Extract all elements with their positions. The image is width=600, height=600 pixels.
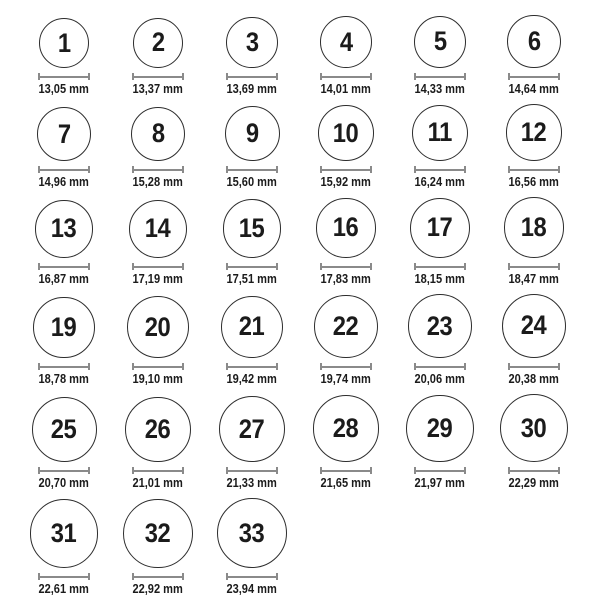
diameter-label: 14,64 mm xyxy=(508,81,560,97)
diameter-label: 19,10 mm xyxy=(132,371,184,386)
ring-size-number: 33 xyxy=(239,517,265,548)
dimension-line xyxy=(226,73,278,80)
ring-size-cell xyxy=(487,197,581,285)
ring-size-number: 26 xyxy=(145,413,171,444)
dimension-line xyxy=(414,263,466,270)
ring-size-number: 22 xyxy=(333,310,359,341)
diameter-label: 13,69 mm xyxy=(226,81,278,97)
ring-circle xyxy=(131,107,185,161)
diameter-label: 22,92 mm xyxy=(132,581,184,597)
diameter-label: 20,06 mm xyxy=(414,371,466,386)
chart-row xyxy=(17,104,600,188)
diameter-label: 17,51 mm xyxy=(226,270,278,286)
ring-circle xyxy=(219,396,285,462)
ring-size-number: 5 xyxy=(433,26,447,57)
ring-circle xyxy=(226,17,277,68)
dimension-line xyxy=(320,73,372,80)
ring-circle xyxy=(225,106,280,161)
dimension-line xyxy=(414,166,466,173)
ring-size-cell xyxy=(393,395,487,490)
ring-size-number: 8 xyxy=(151,118,165,149)
dimension-line xyxy=(38,263,90,270)
ring-size-number: 31 xyxy=(51,518,77,549)
ring-size-cell xyxy=(111,296,205,385)
diameter-label: 19,42 mm xyxy=(226,371,278,386)
ring-circle xyxy=(39,18,89,68)
ring-size-number: 25 xyxy=(51,414,77,445)
ring-size-cell xyxy=(299,295,393,385)
diameter-label: 18,78 mm xyxy=(38,371,90,386)
ring-circle xyxy=(37,107,91,161)
ring-size-number: 13 xyxy=(51,213,77,244)
dimension-line xyxy=(414,467,466,474)
dimension-line xyxy=(320,363,372,370)
ring-circle xyxy=(223,199,282,258)
ring-size-cell xyxy=(111,200,205,285)
diameter-label: 20,70 mm xyxy=(38,475,90,491)
ring-size-cell xyxy=(393,105,487,188)
dimension-line xyxy=(508,467,560,474)
ring-size-cell xyxy=(299,395,393,489)
ring-circle xyxy=(316,198,375,257)
dimension-line xyxy=(320,166,372,173)
diameter-label: 21,33 mm xyxy=(226,475,278,491)
ring-size-cell xyxy=(111,499,205,595)
dimension-line xyxy=(132,363,184,370)
ring-size-cell xyxy=(205,396,299,489)
ring-size-cell xyxy=(111,397,205,490)
dimension-line xyxy=(414,73,466,80)
ring-circle xyxy=(320,16,372,68)
diameter-label: 14,01 mm xyxy=(320,81,372,97)
ring-size-number: 20 xyxy=(145,311,171,342)
ring-size-cell xyxy=(111,18,205,96)
diameter-label: 13,05 mm xyxy=(38,81,90,97)
ring-circle xyxy=(127,296,189,358)
ring-circle xyxy=(406,395,474,463)
dimension-line xyxy=(38,166,90,173)
diameter-label: 15,28 mm xyxy=(132,174,184,189)
dimension-line xyxy=(226,467,278,474)
dimension-line xyxy=(38,73,90,80)
ring-size-cell xyxy=(393,16,487,96)
ring-circle xyxy=(125,397,191,463)
ring-circle xyxy=(500,394,568,462)
ring-size-number: 16 xyxy=(333,212,359,243)
ring-circle xyxy=(314,295,377,358)
ring-size-cell xyxy=(299,105,393,188)
ring-size-number: 11 xyxy=(427,117,453,148)
ring-size-number: 32 xyxy=(145,517,171,548)
dimension-line xyxy=(226,573,278,580)
diameter-label: 21,97 mm xyxy=(414,475,466,491)
dimension-line xyxy=(132,263,184,270)
ring-size-cell xyxy=(393,294,487,385)
ring-size-cell xyxy=(299,198,393,284)
diameter-label: 13,37 mm xyxy=(132,81,184,97)
ring-circle xyxy=(408,294,472,358)
diameter-label: 17,19 mm xyxy=(132,270,184,286)
ring-size-number: 14 xyxy=(145,213,171,244)
ring-size-cell xyxy=(487,294,581,385)
ring-size-number: 21 xyxy=(239,311,265,342)
dimension-line xyxy=(508,263,560,270)
dimension-line xyxy=(132,166,184,173)
ring-size-number: 17 xyxy=(427,212,453,243)
ring-circle xyxy=(217,498,287,568)
diameter-label: 20,38 mm xyxy=(508,371,560,386)
ring-circle xyxy=(30,499,99,568)
ring-circle xyxy=(129,200,187,258)
dimension-line xyxy=(38,363,90,370)
diameter-label: 22,29 mm xyxy=(508,475,560,491)
diameter-label: 18,47 mm xyxy=(508,270,560,286)
diameter-label: 23,94 mm xyxy=(226,581,278,597)
ring-circle xyxy=(502,294,566,358)
ring-circle xyxy=(412,105,468,161)
ring-size-number: 30 xyxy=(521,412,547,443)
dimension-line xyxy=(508,363,560,370)
diameter-label: 19,74 mm xyxy=(320,371,372,386)
dimension-line xyxy=(132,467,184,474)
diameter-label: 17,83 mm xyxy=(320,270,372,286)
ring-size-number: 10 xyxy=(333,117,359,148)
chart-row xyxy=(17,498,600,595)
ring-size-cell xyxy=(205,199,299,285)
ring-size-number: 19 xyxy=(51,311,77,342)
ring-size-number: 6 xyxy=(527,26,541,57)
ring-circle xyxy=(33,297,94,358)
dimension-line xyxy=(414,363,466,370)
dimension-line xyxy=(320,467,372,474)
ring-size-cell xyxy=(487,15,581,95)
diameter-label: 21,65 mm xyxy=(320,475,372,491)
ring-size-number: 3 xyxy=(245,27,259,57)
ring-size-cell xyxy=(17,397,111,489)
ring-circle xyxy=(504,197,565,258)
chart-row xyxy=(17,197,600,285)
ring-size-number: 18 xyxy=(521,211,547,242)
ring-size-number: 27 xyxy=(239,413,265,444)
ring-circle xyxy=(410,198,470,258)
ring-size-cell xyxy=(205,106,299,188)
ring-size-cell xyxy=(111,107,205,188)
ring-size-cell xyxy=(17,107,111,188)
diameter-label: 15,60 mm xyxy=(226,174,278,189)
dimension-line xyxy=(226,363,278,370)
ring-size-cell xyxy=(17,297,111,385)
ring-size-cell xyxy=(17,499,111,595)
chart-row xyxy=(17,294,600,385)
ring-size-cell xyxy=(487,104,581,188)
ring-size-cell xyxy=(205,296,299,386)
ring-size-number: 29 xyxy=(427,412,453,443)
diameter-label: 16,56 mm xyxy=(508,174,560,189)
ring-circle xyxy=(32,397,97,462)
ring-size-number: 2 xyxy=(151,27,165,58)
ring-size-cell xyxy=(17,200,111,285)
dimension-line xyxy=(132,73,184,80)
dimension-line xyxy=(320,263,372,270)
ring-size-cell xyxy=(299,16,393,95)
diameter-label: 14,33 mm xyxy=(414,81,466,97)
diameter-label: 14,96 mm xyxy=(38,174,90,189)
ring-circle xyxy=(133,18,184,69)
ring-size-cell xyxy=(205,498,299,595)
diameter-label: 15,92 mm xyxy=(320,174,372,189)
diameter-label: 21,01 mm xyxy=(132,475,184,491)
ring-size-number: 15 xyxy=(239,212,265,243)
ring-size-number: 7 xyxy=(57,118,71,149)
dimension-line xyxy=(508,166,560,173)
ring-circle xyxy=(506,104,563,161)
ring-size-number: 12 xyxy=(521,117,547,148)
ring-size-number: 1 xyxy=(57,27,71,58)
ring-circle xyxy=(313,395,380,462)
dimension-line xyxy=(226,263,278,270)
ring-size-cell xyxy=(205,17,299,95)
dimension-line xyxy=(508,73,560,80)
ring-size-cell xyxy=(17,18,111,95)
ring-circle xyxy=(221,296,284,359)
ring-size-number: 28 xyxy=(333,413,359,444)
ring-size-number: 9 xyxy=(245,118,259,148)
diameter-label: 16,87 mm xyxy=(38,270,90,286)
diameter-label: 16,24 mm xyxy=(414,174,466,189)
ring-circle xyxy=(318,105,374,161)
chart-row xyxy=(17,15,600,95)
ring-size-number: 24 xyxy=(521,310,547,341)
ring-circle xyxy=(414,16,467,69)
ring-circle xyxy=(123,499,192,568)
dimension-line xyxy=(38,573,90,580)
dimension-line xyxy=(38,467,90,474)
chart-row xyxy=(17,394,600,489)
ring-size-cell xyxy=(393,198,487,285)
dimension-line xyxy=(226,166,278,173)
ring-size-number: 4 xyxy=(339,26,353,57)
ring-size-cell xyxy=(487,394,581,489)
dimension-line xyxy=(132,573,184,580)
diameter-label: 22,61 mm xyxy=(38,581,90,597)
ring-circle xyxy=(35,200,93,258)
diameter-label: 18,15 mm xyxy=(414,270,466,286)
ring-size-number: 23 xyxy=(427,310,453,341)
ring-circle xyxy=(507,15,560,68)
